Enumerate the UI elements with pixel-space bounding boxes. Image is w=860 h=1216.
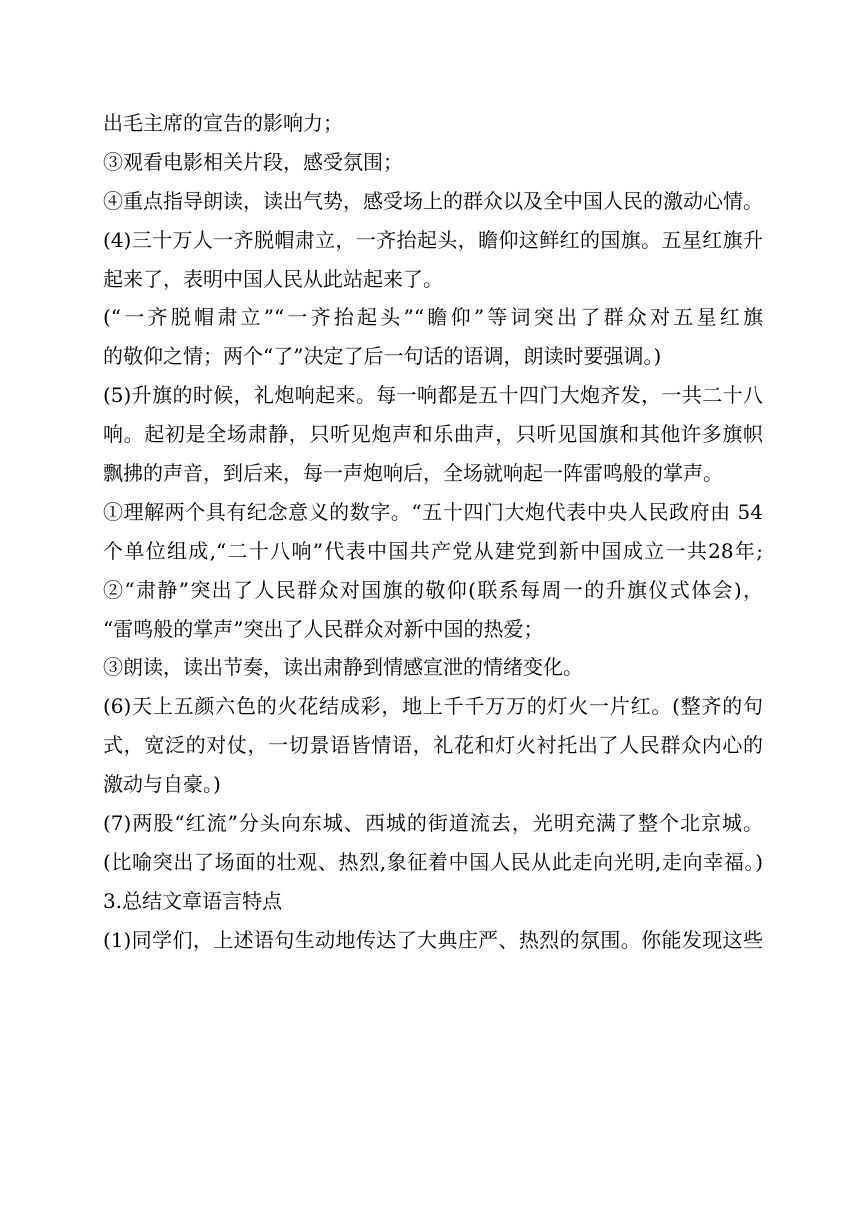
text-line: (比喻突出了场面的壮观、热烈,象征着中国人民从此走向光明,走向幸福。) (103, 849, 763, 874)
document-body (103, 104, 763, 960)
text-line: 飘拂的声音，到后来，每一声炮响后，全场就响起一阵雷鸣般的掌声。 (103, 461, 723, 486)
text-line: ①理解两个具有纪念意义的数字。“五十四门大炮代表中央人民政府由 54 (103, 499, 763, 524)
text-line: (4)三十万人一齐脱帽肃立，一齐抬起头，瞻仰这鲜红的国旗。五星红旗升 (103, 227, 763, 252)
text-line: (“一齐脱帽肃立”“一齐抬起头”“瞻仰”等词突出了群众对五星红旗 (103, 305, 763, 330)
text-line: ③朗读，读出节奏，读出肃静到情感宣泄的情绪变化。 (103, 655, 583, 680)
text-line: (5)升旗的时候，礼炮响起来。每一响都是五十四门大炮齐发，一共二十八 (103, 383, 763, 408)
text-line: 响。起初是全场肃静，只听见炮声和乐曲声，只听见国旗和其他许多旗帜 (103, 422, 763, 447)
text-line: 3.总结文章语言特点 (103, 888, 283, 913)
text-line: ④重点指导朗读，读出气势，感受场上的群众以及全中国人民的激动心情。 (103, 188, 763, 213)
text-line: ②“肃静”突出了人民群众对国旗的敬仰(联系每周一的升旗仪式体会)， (103, 577, 763, 602)
text-line: (6)天上五颜六色的火花结成彩，地上千千万万的灯火一片红。(整齐的句 (103, 694, 763, 719)
text-line: ③观看电影相关片段，感受氛围； (103, 149, 403, 174)
text-line: 出毛主席的宣告的影响力； (103, 111, 343, 135)
text-line: 起来了，表明中国人民从此站起来了。 (103, 266, 443, 291)
text-line: “雷鸣般的掌声”突出了人民群众对新中国的热爱； (103, 616, 544, 641)
text-line: 式，宽泛的对仗，一切景语皆情语，礼花和灯火衬托出了人民群众内心的 (103, 733, 763, 758)
text-line: (7)两股“红流”分头向东城、西城的街道流去，光明充满了整个北京城。 (103, 811, 763, 836)
text-line: (1)同学们，上述语句生动地传达了大典庄严、热烈的氛围。你能发现这些 (103, 927, 763, 952)
text-line: 激动与自豪。) (103, 772, 221, 797)
text-line: 的敬仰之情；两个“了”决定了后一句话的语调，朗读时要强调。) (103, 344, 662, 369)
text-line: 个单位组成,“二十八响”代表中国共产党从建党到新中国成立一共28年; (103, 538, 763, 563)
